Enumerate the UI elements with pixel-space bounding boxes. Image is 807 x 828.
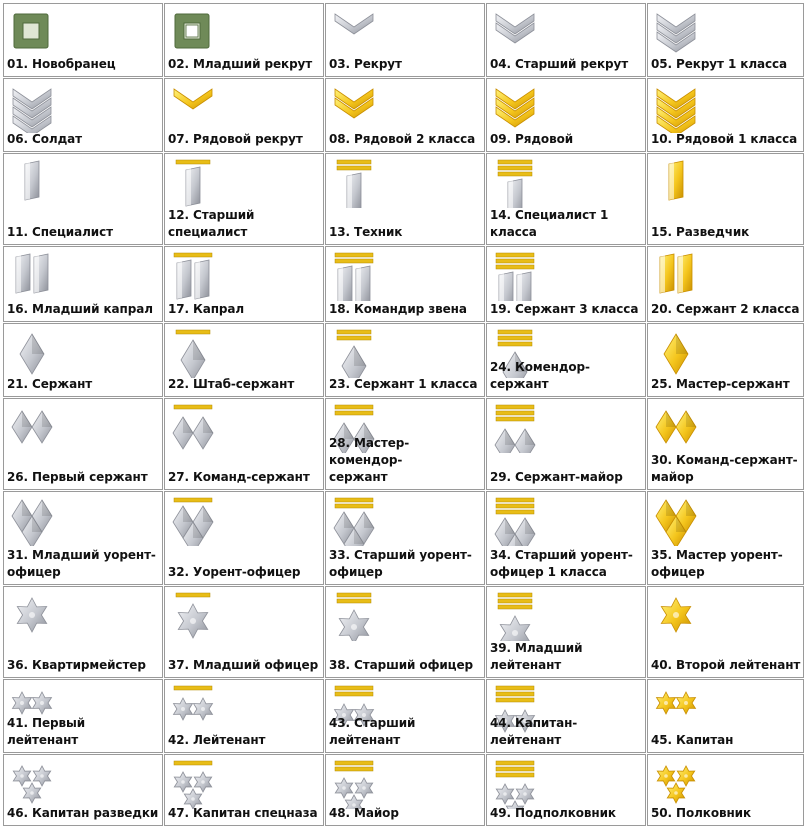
- star-2-icon: [654, 684, 700, 734]
- stripe-shape: [174, 405, 212, 409]
- rank-cell: [325, 78, 485, 152]
- rank-cell: [486, 586, 646, 678]
- bar-2-line-3-icon: [493, 251, 539, 301]
- diamond-3-line-1-icon: [171, 496, 217, 546]
- rank-label: 38. Старший офицер: [329, 658, 474, 672]
- bar-1-line-1-icon: [171, 158, 217, 208]
- stripe-shape: [496, 761, 534, 765]
- stripe-shape: [498, 330, 532, 334]
- rank-label: 19. Сержант 3 класса: [490, 302, 639, 316]
- stripe-shape: [337, 160, 371, 164]
- rank-cell: [647, 3, 804, 77]
- bar-1-icon: [10, 158, 56, 208]
- bar-2-line-1-icon: [171, 251, 217, 301]
- rank-cell: [164, 491, 324, 585]
- rank-label: 34. Старший уорент- офицер 1 класса: [490, 548, 633, 579]
- diamond-3-icon: [654, 496, 700, 546]
- stripe-shape: [496, 686, 534, 690]
- stripe-shape: [176, 330, 210, 334]
- rank-label: 28. Мастер-комендор- сержант: [329, 436, 410, 484]
- rank-cell: [486, 323, 646, 397]
- rank-label: 18. Командир звена: [329, 302, 467, 316]
- rank-cell: [486, 78, 646, 152]
- stripe-shape: [335, 504, 373, 508]
- stripe-shape: [496, 510, 534, 514]
- rank-label: 13. Техник: [329, 225, 403, 239]
- stripe-shape: [335, 405, 373, 409]
- rank-cell: [164, 754, 324, 826]
- stripe-shape: [176, 593, 210, 597]
- stripe-shape: [496, 411, 534, 415]
- stripe-shape: [496, 259, 534, 263]
- rank-label: 40. Второй лейтенант: [651, 658, 801, 672]
- diamond-3-line-2-icon: [332, 496, 378, 546]
- rank-cell: [3, 78, 163, 152]
- rank-cell: [325, 398, 485, 490]
- rank-label: 06. Солдат: [7, 132, 83, 146]
- rank-cell: [647, 398, 804, 490]
- chevron-2-icon: [493, 8, 539, 58]
- rank-label: 33. Старший уорент- офицер: [329, 548, 472, 579]
- rank-label: 11. Специалист: [7, 225, 113, 239]
- rank-cell: [325, 586, 485, 678]
- square-box-icon: [171, 8, 217, 58]
- diamond-2-icon: [10, 403, 56, 453]
- rank-label: 32. Уорент-офицер: [168, 565, 301, 579]
- rank-label: 03. Рекрут: [329, 57, 402, 71]
- rank-label: 10. Рядовой 1 класса: [651, 132, 798, 146]
- diamond-1-line-2-icon: [332, 328, 378, 378]
- rank-label: 20. Сержант 2 класса: [651, 302, 800, 316]
- rank-cell: [647, 78, 804, 152]
- rank-label: 43. Старший лейтенант: [329, 716, 416, 747]
- rank-label: 45. Капитан: [651, 733, 734, 747]
- stripe-shape: [498, 599, 532, 603]
- rank-cell: [325, 323, 485, 397]
- rank-cell: [325, 246, 485, 322]
- star-3-line-3-icon: [493, 759, 539, 809]
- rank-label: 39. Младший лейтенант: [490, 641, 583, 672]
- rank-cell: [486, 398, 646, 490]
- stripe-shape: [174, 686, 212, 690]
- rank-cell: [647, 679, 804, 753]
- stripe-shape: [174, 761, 212, 765]
- rank-label: 30. Команд-сержант- майор: [651, 453, 798, 484]
- bar-2-line-2-icon: [332, 251, 378, 301]
- rank-label: 27. Команд-сержант: [168, 470, 310, 484]
- rank-cell: [647, 246, 804, 322]
- rank-cell: [164, 153, 324, 245]
- rank-label: 47. Капитан спецназа: [168, 806, 318, 820]
- star-3-icon: [10, 759, 56, 809]
- rank-label: 04. Старший рекрут: [490, 57, 629, 71]
- bar-1-line-2-icon: [332, 158, 378, 208]
- stripe-shape: [496, 498, 534, 502]
- stripe-shape: [337, 599, 371, 603]
- diamond-1-icon: [10, 328, 56, 378]
- stripe-shape: [496, 767, 534, 771]
- rank-cell: [3, 754, 163, 826]
- diamond-2-line-3-icon: [493, 403, 539, 453]
- rank-cell: [325, 679, 485, 753]
- stripe-shape: [176, 160, 210, 164]
- rank-cell: [647, 323, 804, 397]
- rank-cell: [647, 586, 804, 678]
- rank-cell: [486, 754, 646, 826]
- star-3-icon: [654, 759, 700, 809]
- rank-cell: [325, 754, 485, 826]
- rank-label: 50. Полковник: [651, 806, 752, 820]
- diamond-1-icon: [654, 328, 700, 378]
- chevron-4-icon: [10, 83, 56, 133]
- rank-label: 37. Младший офицер: [168, 658, 319, 672]
- rank-label: 12. Старший специалист: [168, 208, 255, 239]
- stripe-shape: [496, 698, 534, 702]
- rank-label: 05. Рекрут 1 класса: [651, 57, 788, 71]
- rank-cell: [647, 491, 804, 585]
- rank-cell: [325, 3, 485, 77]
- diamond-3-icon: [10, 496, 56, 546]
- rank-label: 07. Рядовой рекрут: [168, 132, 303, 146]
- star-2-line-1-icon: [171, 684, 217, 734]
- star-3-line-2-icon: [332, 759, 378, 809]
- chevron-1-icon: [332, 8, 378, 58]
- rank-cell: [3, 679, 163, 753]
- rank-label: 35. Мастер уорент- офицер: [651, 548, 783, 579]
- star-1-icon: [10, 591, 56, 641]
- rank-cell: [164, 586, 324, 678]
- rank-cell: [3, 586, 163, 678]
- stripe-shape: [498, 166, 532, 170]
- star-3-line-1-icon: [171, 759, 217, 809]
- stripe-shape: [498, 342, 532, 346]
- rank-label: 23. Сержант 1 класса: [329, 377, 478, 391]
- rank-cell: [3, 323, 163, 397]
- diamond-2-line-1-icon: [171, 403, 217, 453]
- bar-2-icon: [654, 251, 700, 301]
- rank-cell: [164, 679, 324, 753]
- rank-cell: [647, 754, 804, 826]
- stripe-shape: [335, 761, 373, 765]
- stripe-shape: [174, 498, 212, 502]
- rank-label: 41. Первый лейтенант: [7, 716, 86, 747]
- rank-cell: [486, 246, 646, 322]
- rank-label: 01. Новобранец: [7, 57, 116, 71]
- rank-cell: [486, 153, 646, 245]
- rank-label: 17. Капрал: [168, 302, 245, 316]
- rank-label: 44. Капитан-лейтенант: [490, 716, 578, 747]
- rank-label: 49. Подполковник: [490, 806, 616, 820]
- square-plain-icon: [10, 8, 56, 58]
- stripe-shape: [498, 160, 532, 164]
- stripe-shape: [335, 686, 373, 690]
- rank-label: 25. Мастер-сержант: [651, 377, 790, 391]
- star-1-icon: [654, 591, 700, 641]
- rank-label: 31. Младший уорент- офицер: [7, 548, 156, 579]
- chevron-3-icon: [493, 83, 539, 133]
- stripe-shape: [337, 166, 371, 170]
- stripe-shape: [335, 767, 373, 771]
- rank-cell: [486, 679, 646, 753]
- rank-cell: [164, 3, 324, 77]
- chevron-2-icon: [332, 83, 378, 133]
- rank-cell: [486, 491, 646, 585]
- stripe-shape: [498, 172, 532, 176]
- rank-cell: [3, 246, 163, 322]
- star-1-line-3-icon: [493, 591, 539, 641]
- stripe-shape: [496, 405, 534, 409]
- stripe-shape: [174, 253, 212, 257]
- rank-cell: [164, 323, 324, 397]
- chevron-1-icon: [171, 83, 217, 133]
- bar-1-icon: [654, 158, 700, 208]
- rank-cell: [486, 3, 646, 77]
- rank-cell: [3, 153, 163, 245]
- rank-label: 22. Штаб-сержант: [168, 377, 295, 391]
- rank-label: 46. Капитан разведки: [7, 806, 159, 820]
- rank-cell: [3, 491, 163, 585]
- rank-label: 29. Сержант-майор: [490, 470, 623, 484]
- stripe-shape: [335, 498, 373, 502]
- rank-label: 09. Рядовой: [490, 132, 574, 146]
- stripe-shape: [496, 265, 534, 269]
- rank-label: 14. Специалист 1 класса: [490, 208, 609, 239]
- stripe-shape: [498, 336, 532, 340]
- stripe-shape: [496, 692, 534, 696]
- rank-label: 48. Майор: [329, 806, 399, 820]
- stripe-shape: [496, 417, 534, 421]
- rank-cell: [3, 398, 163, 490]
- stripe-shape: [335, 259, 373, 263]
- rank-cell: [3, 3, 163, 77]
- rank-cell: [325, 491, 485, 585]
- stripe-shape: [496, 773, 534, 777]
- bar-1-line-3-icon: [493, 158, 539, 208]
- stripe-shape: [335, 253, 373, 257]
- stripe-shape: [335, 692, 373, 696]
- diamond-3-line-3-icon: [493, 496, 539, 546]
- stripe-shape: [337, 336, 371, 340]
- stripe-shape: [496, 504, 534, 508]
- rank-label: 02. Младший рекрут: [168, 57, 313, 71]
- rank-cell: [164, 398, 324, 490]
- stripe-shape: [498, 605, 532, 609]
- chevron-4-icon: [654, 83, 700, 133]
- rank-cell: [164, 246, 324, 322]
- rank-cell: [647, 153, 804, 245]
- bar-2-icon: [10, 251, 56, 301]
- diamond-1-line-1-icon: [171, 328, 217, 378]
- stripe-shape: [335, 411, 373, 415]
- stripe-shape: [337, 330, 371, 334]
- rank-label: 24. Комендор-сержант: [490, 360, 590, 391]
- star-1-line-2-icon: [332, 591, 378, 641]
- star-1-line-1-icon: [171, 591, 217, 641]
- stripe-shape: [498, 593, 532, 597]
- stripe-shape: [337, 593, 371, 597]
- diamond-2-icon: [654, 403, 700, 453]
- rank-label: 42. Лейтенант: [168, 733, 266, 747]
- chevron-3-icon: [654, 8, 700, 58]
- rank-label: 08. Рядовой 2 класса: [329, 132, 476, 146]
- rank-label: 16. Младший капрал: [7, 302, 153, 316]
- rank-label: 26. Первый сержант: [7, 470, 148, 484]
- rank-cell: [325, 153, 485, 245]
- stripe-shape: [496, 253, 534, 257]
- rank-label: 15. Разведчик: [651, 225, 750, 239]
- rank-cell: [164, 78, 324, 152]
- rank-label: 21. Сержант: [7, 377, 93, 391]
- rank-label: 36. Квартирмейстер: [7, 658, 146, 672]
